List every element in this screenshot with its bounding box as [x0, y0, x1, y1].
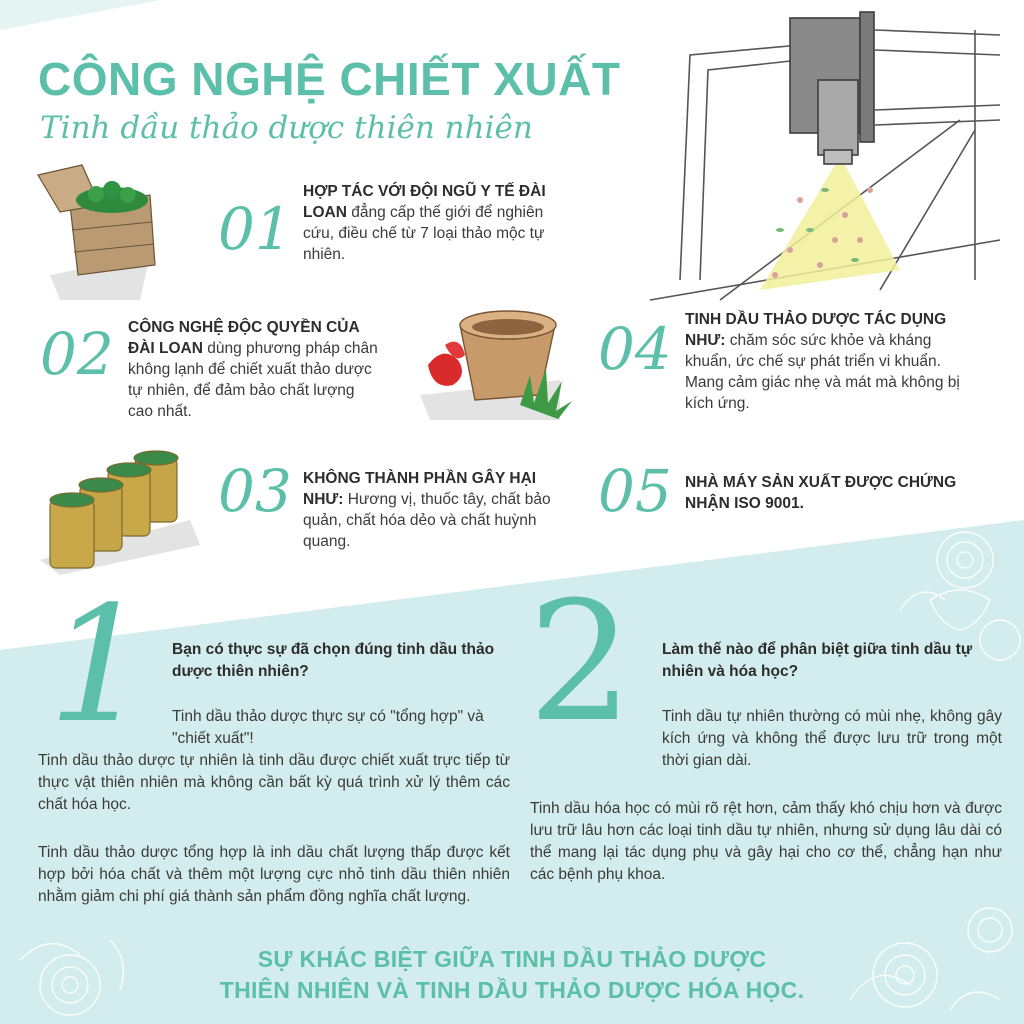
feature-02-text [128, 317, 383, 422]
feature-03-bold: KHÔNG THÀNH PHẦN GÂY HẠI NHƯ: [303, 470, 537, 508]
feature-number-04: 04 [598, 315, 672, 383]
question-number-1: 1 [48, 571, 150, 758]
feature-04-bold: TINH DẦU THẢO DƯỢC TÁC DỤNG NHƯ: [685, 311, 947, 349]
question-1-paragraph-2: Tinh dầu thảo dược tổng hợp là inh dầu chất lượng thấp được kết hợp bởi hóa chất và thêm một lượng cực nhỏ tinh dầu thiên nhiên nhằm giảm chi phí giá thành sản phẩm đồng nghĩa chất lượng. [38, 844, 510, 905]
spray-beam [760, 165, 900, 290]
feature-05-bold: NHÀ MÁY SẢN XUẤT ĐƯỢC CHỨNG NHẬN ISO 9001. [685, 474, 957, 512]
page-title: CÔNG NGHỆ CHIẾT XUẤT [38, 53, 621, 105]
question-1-heading: Bạn có thực sự đã chọn đúng tinh dầu thảo dược thiên nhiên? [172, 641, 495, 680]
page-subtitle: Tinh dầu thảo dược thiên nhiên [40, 110, 533, 146]
feature-02-bold: CÔNG NGHỆ ĐỘC QUYỀN CỦA ĐÀI LOAN [128, 319, 360, 357]
question-2-paragraph-1: Tinh dầu hóa học có mùi rõ rệt hơn, cảm thấy khó chịu hơn và được lưu trữ lâu hơn các loại tinh dầu tự nhiên, nhưng sử dụng lâu dài có thể mang lại tác dụng phụ và gây hại cho cơ thể, chẳng hạn như các bệnh phụ khoa. [530, 800, 1002, 883]
herb-crate-icon [38, 165, 155, 300]
feature-03-text [303, 468, 561, 552]
top-corner-band [0, 0, 160, 30]
feature-number-01: 01 [218, 195, 292, 263]
feature-05-text [685, 472, 985, 514]
oil-jars-icon [40, 451, 200, 575]
feature-03-body: Hương vị, thuốc tây, chất bảo quản, chất hóa dẻo và chất huỳnh quang. [303, 491, 551, 550]
feature-04-body: chăm sóc sức khỏe và kháng khuẩn, ức chế sự phát triển vi khuẩn. Mang cảm giác nhẹ và mát mà không bị kích ứng. [685, 332, 960, 412]
footer-line-2: THIÊN NHIÊN VÀ TINH DẦU THẢO DƯỢC HÓA HỌC. [219, 977, 805, 1003]
feature-01-text [303, 181, 558, 265]
question-1-paragraph-1: Tinh dầu thảo dược tự nhiên là tinh dầu được chiết xuất trực tiếp từ thực vật thiên nhiên mà không cần bất kỳ quá trình xử lý thêm các chất hóa học. [38, 752, 510, 813]
feature-number-02: 02 [40, 320, 114, 388]
feature-number-05: 05 [598, 457, 672, 525]
question-2-heading: Làm thế nào để phân biệt giữa tinh dầu tự nhiên và hóa học? [662, 641, 973, 680]
feature-number-03: 03 [218, 457, 292, 525]
footer-line-1: SỰ KHÁC BIỆT GIỮA TINH DẦU THẢO DƯỢC [257, 946, 767, 972]
question-1-intro: Tinh dầu thảo dược thực sự có "tổng hợp" và "chiết xuất"! [172, 708, 484, 747]
mortar-bowl-icon [420, 311, 572, 420]
feature-02-body: dùng phương pháp chân không lạnh để chiết xuất thảo dược tự nhiên, để đảm bảo chất lượng cao nhất. [128, 340, 378, 420]
question-number-2: 2 [528, 566, 633, 758]
question-2-intro: Tinh dầu tự nhiên thường có mùi nhẹ, không gây kích ứng và không thể được lưu trữ trong một thời gian dài. [662, 708, 1002, 769]
feature-01-bold: HỢP TÁC VỚI ĐỘI NGŨ Y TẾ ĐÀI LOAN [303, 183, 546, 221]
feature-04-text [685, 309, 970, 414]
feature-01-body: đẳng cấp thế giới để nghiên cứu, điều chế từ 7 loại thảo mộc tự nhiên. [303, 204, 545, 263]
